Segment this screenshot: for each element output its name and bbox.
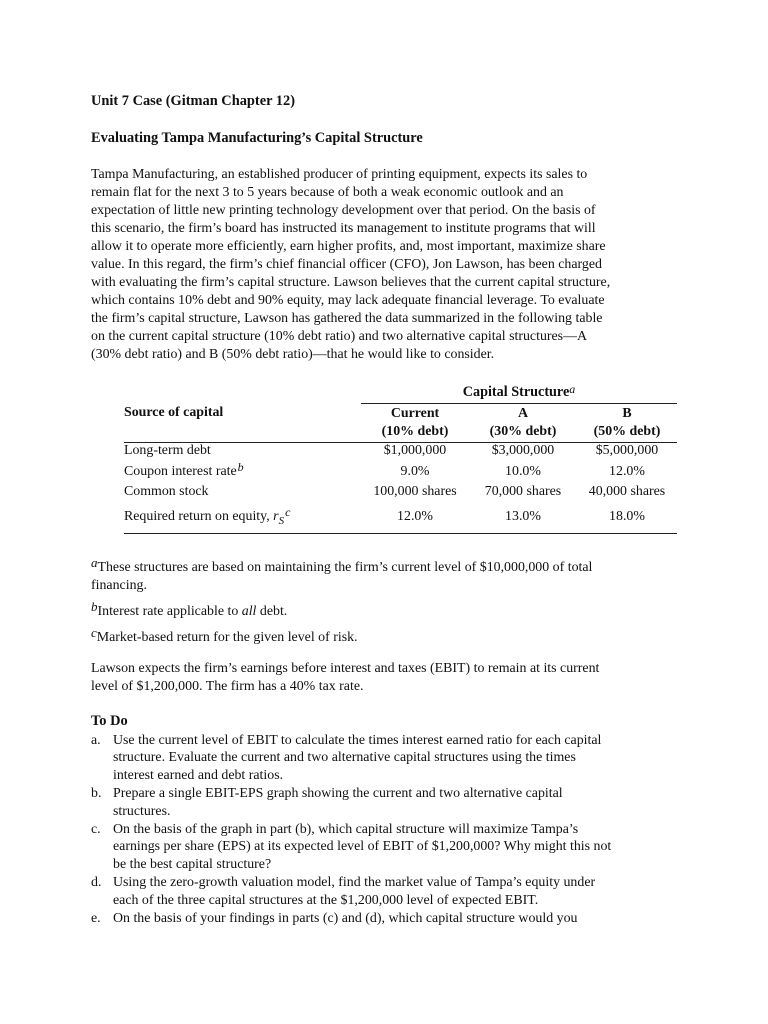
todo-item-d: d. Using the zero-growth valuation model, find the market value of Tampa’s equity under each of the three capital structures at the $1,200,000 level of expected EBIT. (91, 875, 596, 908)
row-label-coupon-interest-rate: Coupon interest rate$^b$ (124, 460, 244, 479)
todo-item-a: a. Use the current level of EBIT to calculate the times interest earned ratio for each capital structure. Evaluate the current and two alternative capital structures using the times interest earned and debt ratios. (91, 733, 602, 783)
intro-line: expectation of little new printing technology development over that period. On the basis of (91, 203, 596, 218)
row-label-required-return: Required return on equity, $r_S^c$ (124, 505, 291, 527)
ebit-paragraph (91, 660, 677, 696)
intro-line: which contains 10% debt and 90% equity, may lack adequate financial leverage. To evaluate (91, 293, 605, 308)
intro-line: with evaluating the firm’s capital structure. Lawson believes that the current capital structure, (91, 275, 611, 290)
table-footnotes (91, 555, 677, 647)
intro-line: (30% debt ratio) and B (50% debt ratio)—that he would like to consider. (91, 347, 495, 362)
header-rule (361, 403, 677, 404)
intro-line: allow it to operate more efficiently, earn higher profits, and, most important, maximize share (91, 239, 606, 254)
intro-line: on the current capital structure (10% debt ratio) and two alternative capital structures—A (91, 329, 588, 344)
footnote-b: $^b$Interest rate applicable to all debt. (91, 599, 288, 619)
table-cell: $3,000,000 (491, 443, 555, 458)
footnote-a: $^a$These structures are based on maintaining the firm’s current level of $10,000,000 of total financing. (91, 555, 593, 593)
ebit-line: level of $1,200,000. The firm has a 40% tax rate. (91, 679, 364, 694)
ebit-line: Lawson expects the firm’s earnings before interest and taxes (EBIT) to remain at its current (91, 661, 600, 676)
unit-title: Unit 7 Case (Gitman Chapter 12) (91, 93, 295, 109)
table-cell: 100,000 shares (373, 484, 457, 499)
intro-line: value. In this regard, the firm’s chief financial officer (CFO), Jon Lawson, has been charged (91, 257, 602, 272)
todo-item-b: b. Prepare a single EBIT-EPS graph showing the current and two alternative capital structures. (91, 786, 563, 819)
todo-list (91, 732, 677, 928)
row-label-common-stock: Common stock (124, 484, 209, 499)
intro-line: Tampa Manufacturing, an established producer of printing equipment, expects its sales to (91, 167, 588, 182)
row-label-long-term-debt: Long-term debt (124, 443, 211, 458)
footnote-mark-c: c (285, 505, 291, 519)
footnote-c: $^c$Market-based return for the given level of risk. (91, 625, 358, 645)
todo-item-c: c. On the basis of the graph in part (b), which capital structure will maximize Tampa’s earnings per share (EPS) at its expected level of EBIT of $1,200,000? Why might this not be the best capital structure? (91, 822, 612, 872)
table-cell: 18.0% (609, 509, 645, 524)
intro-paragraph (91, 166, 677, 364)
capital-structure-header: Capital Structure$^a$ (462, 382, 576, 400)
intro-line: this scenario, the firm’s board has instructed its management to institute programs that will (91, 221, 596, 236)
todo-item-e: e. On the basis of your findings in parts (c) and (d), which capital structure would you (91, 911, 578, 927)
document-page (91, 92, 677, 927)
table-cell: $1,000,000 (383, 443, 447, 458)
source-of-capital-header: Source of capital (124, 405, 224, 420)
table-cell: 12.0% (397, 509, 433, 524)
column-header-current: Current (10% debt) (381, 406, 449, 439)
case-title: Evaluating Tampa Manufacturing’s Capital Structure (91, 130, 423, 146)
table-cell: 13.0% (505, 509, 541, 524)
table-cell: 40,000 shares (588, 484, 666, 499)
todo-heading: To Do (91, 713, 128, 729)
table-bottom-rule (124, 533, 677, 534)
intro-line: remain flat for the next 3 to 5 years because of both a weak economic outlook and an (91, 185, 564, 200)
table-cell: 10.0% (505, 464, 541, 479)
table-cell: $5,000,000 (595, 443, 659, 458)
footnote-mark-a: a (569, 382, 576, 396)
table-cell: 9.0% (400, 464, 430, 479)
intro-line: the firm’s capital structure, Lawson has gathered the data summarized in the following table (91, 311, 603, 326)
column-header-a: A (30% debt) (489, 406, 557, 439)
table-cell: 70,000 shares (484, 484, 562, 499)
footnote-mark-b: b (237, 460, 244, 474)
table-cell: 12.0% (609, 464, 645, 479)
column-header-b: B (50% debt) (593, 406, 661, 439)
